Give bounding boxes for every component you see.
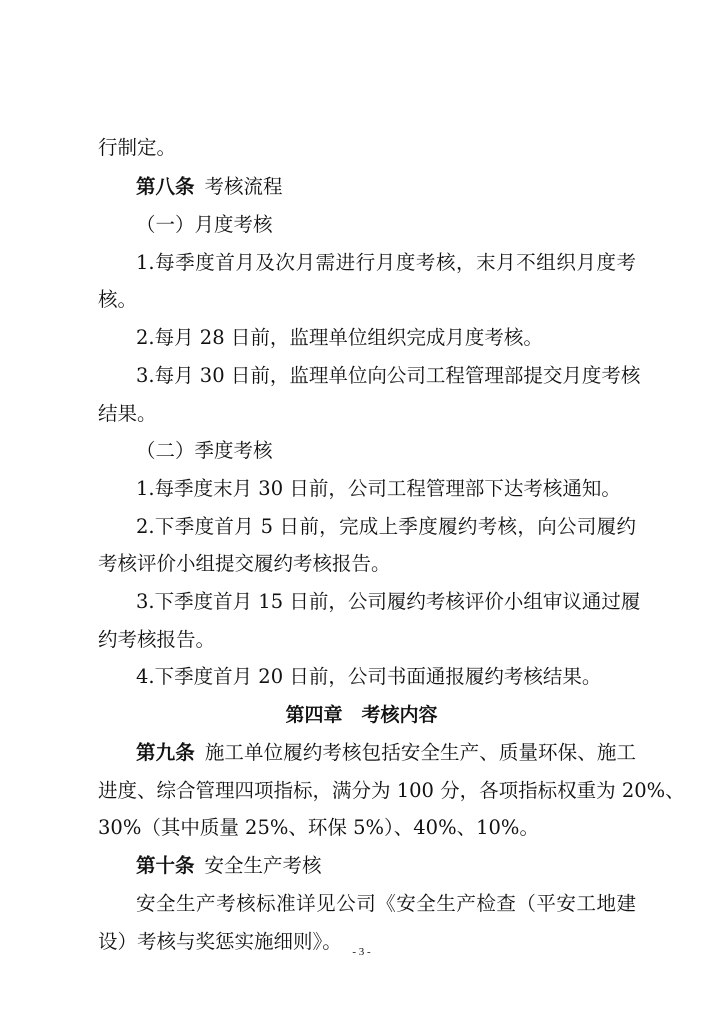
article-9-line — [136, 740, 636, 766]
chapter-heading: 第四章 考核内容 — [285, 704, 438, 726]
text-line: 4.下季度首月 20 日前，公司书面通报履约考核结果。 — [136, 665, 602, 688]
text-line: 安全生产考核标准详见公司《安全生产检查（平安工地建 — [136, 892, 636, 915]
text-line: 进度、综合管理四项指标，满分为 100 分，各项指标权重为 20%、 — [98, 779, 685, 802]
text-line: 3.下季度首月 15 日前，公司履约考核评价小组审议通过履 — [136, 590, 641, 613]
text-line: 设）考核与奖惩实施细则》。 — [98, 930, 342, 953]
text-line: 结果。 — [98, 402, 157, 425]
article-number: 第十条 — [136, 854, 195, 877]
text-line: 约考核报告。 — [98, 628, 216, 651]
article-number: 第九条 — [136, 741, 195, 764]
article-text: 施工单位履约考核包括安全生产、质量环保、施工 — [204, 741, 636, 764]
text-line: 30%（其中质量 25%、环保 5%）、40%、10%。 — [98, 816, 539, 839]
text-line: 考核评价小组提交履约考核报告。 — [98, 552, 391, 575]
text-line: 1.每季度末月 30 日前，公司工程管理部下达考核通知。 — [136, 477, 621, 500]
text-line: 1.每季度首月及次月需进行月度考核，末月不组织月度考 — [136, 251, 636, 274]
section-heading: （二）季度考核 — [136, 439, 273, 462]
text-line: 2.每月 28 日前，监理单位组织完成月度考核。 — [136, 326, 543, 349]
text-line: 3.每月 30 日前，监理单位向公司工程管理部提交月度考核 — [136, 364, 641, 387]
article-10-heading — [136, 853, 723, 879]
text-line: 核。 — [98, 288, 138, 311]
section-heading: （一）月度考核 — [136, 213, 273, 236]
article-title: 考核流程 — [204, 175, 283, 198]
article-8-heading — [136, 174, 723, 200]
text-line: 行制定。 — [98, 136, 177, 159]
text-line: 2.下季度首月 5 日前，完成上季度履约考核，向公司履约 — [136, 515, 636, 538]
page-number: - 3 - — [352, 946, 371, 958]
article-title: 安全生产考核 — [204, 854, 322, 877]
article-number: 第八条 — [136, 175, 195, 198]
